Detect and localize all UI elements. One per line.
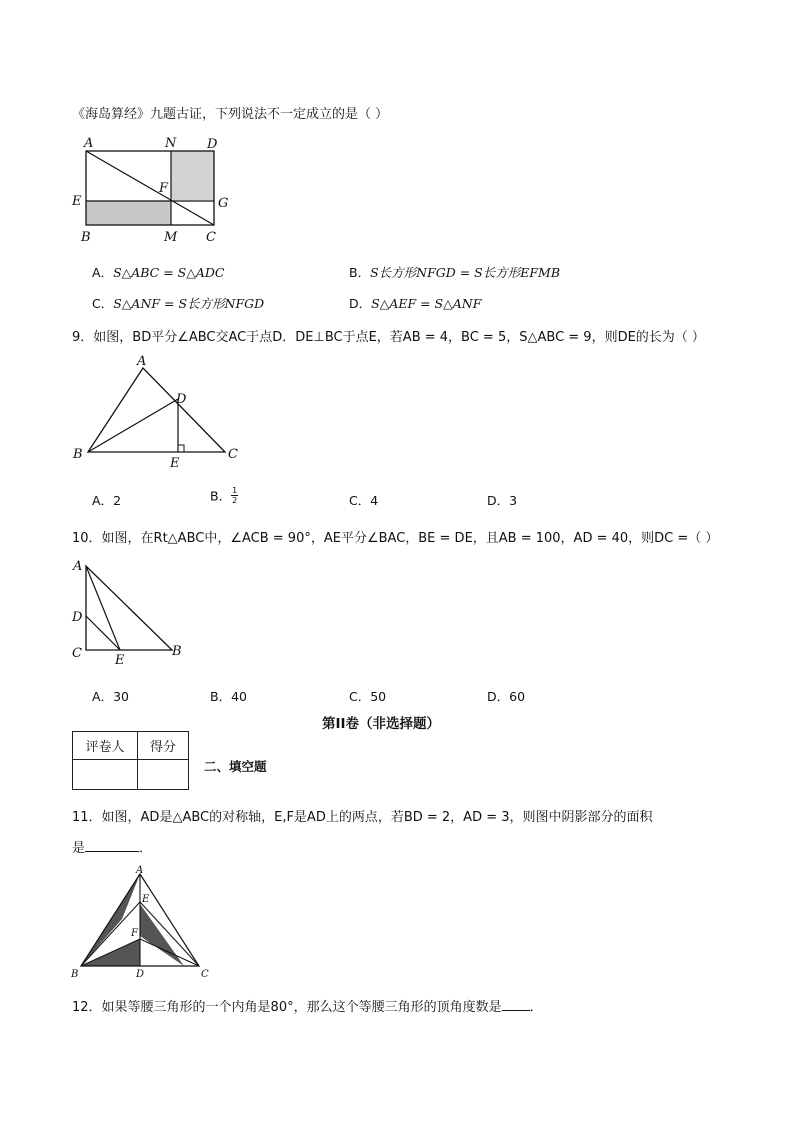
label-e: E xyxy=(115,653,125,668)
cell-score[interactable] xyxy=(138,760,189,790)
q8-option-c[interactable] xyxy=(92,294,264,312)
q11-stem-line2 xyxy=(72,837,152,856)
option-letter: C． xyxy=(349,689,371,704)
label-f: F xyxy=(131,928,138,939)
option-text: 40 xyxy=(231,689,247,704)
label-b: B xyxy=(81,230,91,245)
q12-stem-text: 12．如果等腰三角形的一个内角是80°，那么这个等腰三角形的顶角度数是 xyxy=(72,1000,502,1015)
q10-stem: 10．如图，在Rt△ABC中，∠ACB = 90°，AE平分∠BAC，BE = DE，且AB = 100，AD = 40，则DC =（ ） xyxy=(72,531,719,546)
option-letter: A． xyxy=(92,493,114,508)
volume-title: 第II卷（非选择题） xyxy=(322,716,441,732)
score-table xyxy=(72,731,189,790)
q10-option-c[interactable] xyxy=(349,687,386,705)
label-e: E xyxy=(170,456,180,471)
label-c: C xyxy=(72,646,82,661)
q9-figure xyxy=(70,352,250,472)
label-e: E xyxy=(142,894,150,905)
label-b: B xyxy=(73,447,83,462)
option-text: 30 xyxy=(113,689,129,704)
label-c: C xyxy=(201,969,209,980)
option-letter: D． xyxy=(487,689,510,704)
label-e: E xyxy=(72,194,82,209)
option-letter: D． xyxy=(349,296,372,311)
shaded-rect-efmb xyxy=(86,201,171,225)
option-text: S△ANF = S长方形NFGD xyxy=(113,296,265,311)
q10-option-d[interactable] xyxy=(487,687,525,705)
q8-option-d[interactable] xyxy=(349,294,481,312)
segment-bd xyxy=(88,399,178,452)
q10-option-b[interactable] xyxy=(210,687,247,705)
q11-stem-end: ． xyxy=(139,841,153,856)
q8-option-a[interactable] xyxy=(92,263,224,281)
option-text: 3 xyxy=(509,493,518,508)
q9-option-c[interactable] xyxy=(349,491,378,509)
option-letter: B． xyxy=(210,689,232,704)
option-letter: A． xyxy=(92,689,114,704)
header-score: 得分 xyxy=(138,732,189,760)
option-text: 50 xyxy=(370,689,387,704)
label-a: A xyxy=(84,136,94,151)
fraction-denominator: 2 xyxy=(232,496,238,505)
option-text: 60 xyxy=(509,689,526,704)
segment-ae xyxy=(86,566,120,650)
label-a: A xyxy=(137,354,147,369)
option-letter: D． xyxy=(487,493,510,508)
label-d: D xyxy=(72,610,83,625)
option-letter: B． xyxy=(210,488,232,504)
answer-blank[interactable] xyxy=(502,998,530,1011)
triangle-acb xyxy=(86,566,172,650)
option-text: S长方形NFGD = S长方形EFMB xyxy=(370,265,561,280)
label-a: A xyxy=(73,559,83,574)
section-heading: 二、填空题 xyxy=(204,759,267,774)
option-text: S△AEF = S△ANF xyxy=(371,296,482,311)
label-a: A xyxy=(136,865,144,876)
option-text: 4 xyxy=(370,493,379,508)
q11-figure xyxy=(68,864,218,979)
q9-option-a[interactable] xyxy=(92,491,121,509)
label-c: C xyxy=(228,447,238,462)
q11-stem-line1: 11．如图，AD是△ABC的对称轴，E,F是AD上的两点，若BD = 2，AD = 3，则图中阴影部分的面积 xyxy=(72,810,653,825)
segment-de xyxy=(86,616,120,650)
q10-option-a[interactable] xyxy=(92,687,129,705)
option-text: 2 xyxy=(113,493,122,508)
label-n: N xyxy=(165,136,177,151)
q8-figure xyxy=(70,134,240,244)
option-text: S△ABC = S△ADC xyxy=(113,265,225,280)
right-angle-mark xyxy=(178,445,184,452)
label-d: D xyxy=(176,392,187,407)
cell-grader[interactable] xyxy=(73,760,138,790)
label-b: B xyxy=(172,644,182,659)
label-m: M xyxy=(164,230,178,245)
label-b: B xyxy=(71,969,79,980)
shaded-region-right-middle xyxy=(140,904,184,966)
option-letter: C． xyxy=(349,493,371,508)
header-grader: 评卷人 xyxy=(73,732,138,760)
q9-option-d[interactable] xyxy=(487,491,517,509)
answer-blank[interactable] xyxy=(85,839,139,852)
q8-option-b[interactable] xyxy=(349,263,560,281)
option-letter: A． xyxy=(92,265,114,280)
q11-stem-prefix: 是 xyxy=(72,841,86,856)
option-letter: B． xyxy=(349,265,371,280)
q12-stem-end: ． xyxy=(529,1000,543,1015)
q12-stem xyxy=(72,996,543,1015)
label-c: C xyxy=(206,230,216,245)
q10-figure xyxy=(70,556,200,668)
option-letter: C． xyxy=(92,296,114,311)
label-d: D xyxy=(136,969,145,980)
shaded-rect-nfgd xyxy=(171,151,214,200)
fraction xyxy=(231,486,238,505)
label-g: G xyxy=(218,196,229,211)
q9-stem: 9．如图，BD平分∠ABC交AC于点D．DE⊥BC于点E，若AB = 4，BC = 5，S△ABC = 9，则DE的长为（ ） xyxy=(72,330,705,345)
label-d: D xyxy=(207,137,218,152)
q9-option-b[interactable] xyxy=(210,486,238,505)
label-f: F xyxy=(159,181,169,196)
fraction-numerator: 1 xyxy=(232,486,238,495)
q8-stem: 《海岛算经》九题古证，下列说法不一定成立的是（ ） xyxy=(72,107,389,122)
